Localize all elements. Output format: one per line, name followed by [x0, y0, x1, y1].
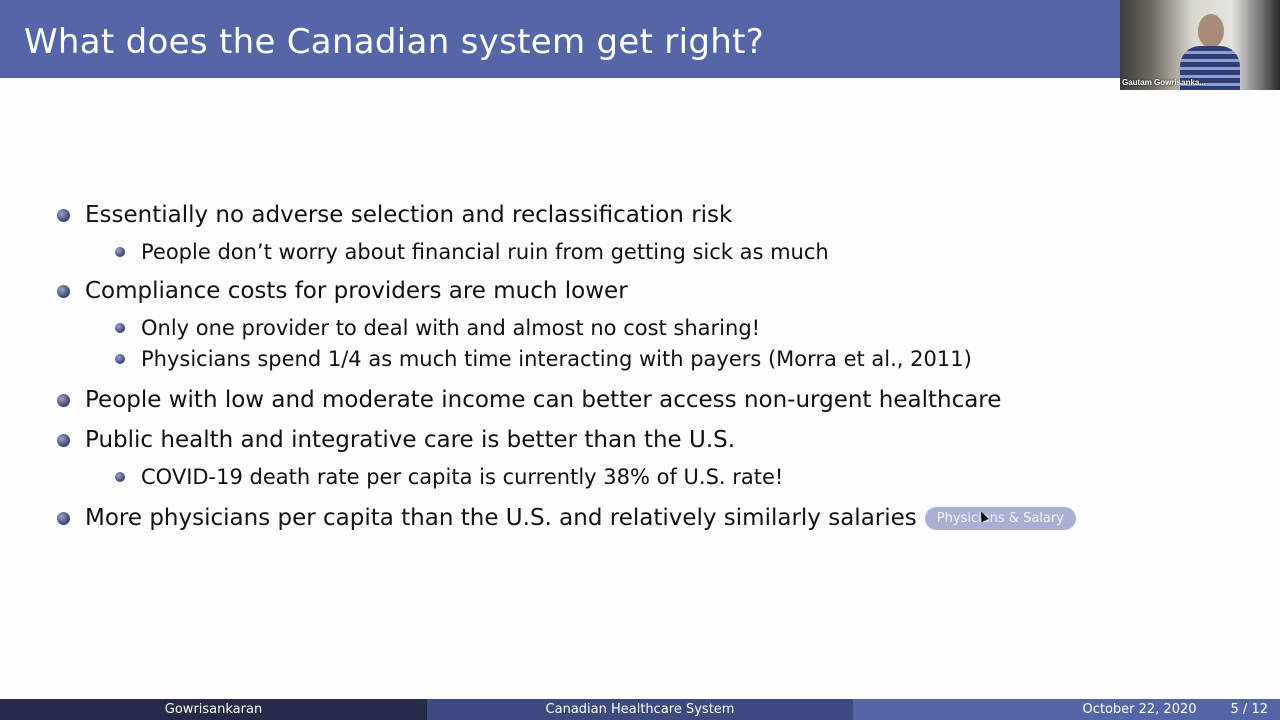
bullet-icon: [115, 323, 125, 333]
sub-bullet-item: [115, 465, 783, 489]
physicians-salary-link-button[interactable]: Physicians & Salary: [925, 507, 1076, 530]
bullet-text: People with low and moderate income can better access non-urgent healthcare: [85, 387, 1002, 413]
bullet-item: [57, 387, 1001, 413]
bullet-icon: [57, 394, 70, 407]
sub-bullet-item: [115, 316, 760, 340]
bullet-icon: [57, 434, 70, 447]
bullet-item: [57, 278, 628, 304]
bullet-text: More physicians per capita than the U.S. and relatively similarly salaries: [85, 505, 917, 531]
bullet-icon: [57, 209, 70, 222]
bullet-item: [57, 505, 1076, 531]
bullet-text: COVID-19 death rate per capita is currently 38% of U.S. rate!: [141, 465, 784, 489]
bullet-text: Physicians spend 1/4 as much time interacting with payers (Morra et al., 2011): [141, 347, 972, 371]
sub-bullet-item: [115, 347, 972, 371]
bullet-item: [57, 202, 732, 228]
footer-author: Gowrisankaran: [0, 699, 427, 720]
bullet-icon: [115, 247, 125, 257]
bullet-item: [57, 427, 735, 453]
participant-name: Gautam Gowrisanka...: [1122, 78, 1207, 87]
sub-bullet-item: [115, 240, 829, 264]
participant-video[interactable]: [1120, 0, 1280, 90]
footer-date: October 22, 2020: [1082, 702, 1197, 717]
bullet-icon: [115, 472, 125, 482]
bullet-text: Essentially no adverse selection and reclassification risk: [85, 202, 733, 228]
slide-footer: [0, 699, 1280, 720]
footer-talk-title: Canadian Healthcare System: [427, 699, 853, 720]
footer-right: [853, 699, 1280, 720]
slide-title-bar: [0, 0, 1280, 78]
bullet-icon: [57, 285, 70, 298]
bullet-text: Only one provider to deal with and almost no cost sharing!: [141, 316, 761, 340]
bullet-text: People don’t worry about financial ruin from getting sick as much: [141, 240, 829, 264]
bullet-text: Compliance costs for providers are much lower: [85, 278, 628, 304]
bullet-text: Public health and integrative care is better than the U.S.: [85, 427, 736, 453]
footer-page-number: 5 / 12: [1230, 702, 1268, 717]
bullet-icon: [57, 512, 70, 525]
slide-title: What does the Canadian system get right?: [24, 22, 765, 62]
bullet-icon: [115, 354, 125, 364]
